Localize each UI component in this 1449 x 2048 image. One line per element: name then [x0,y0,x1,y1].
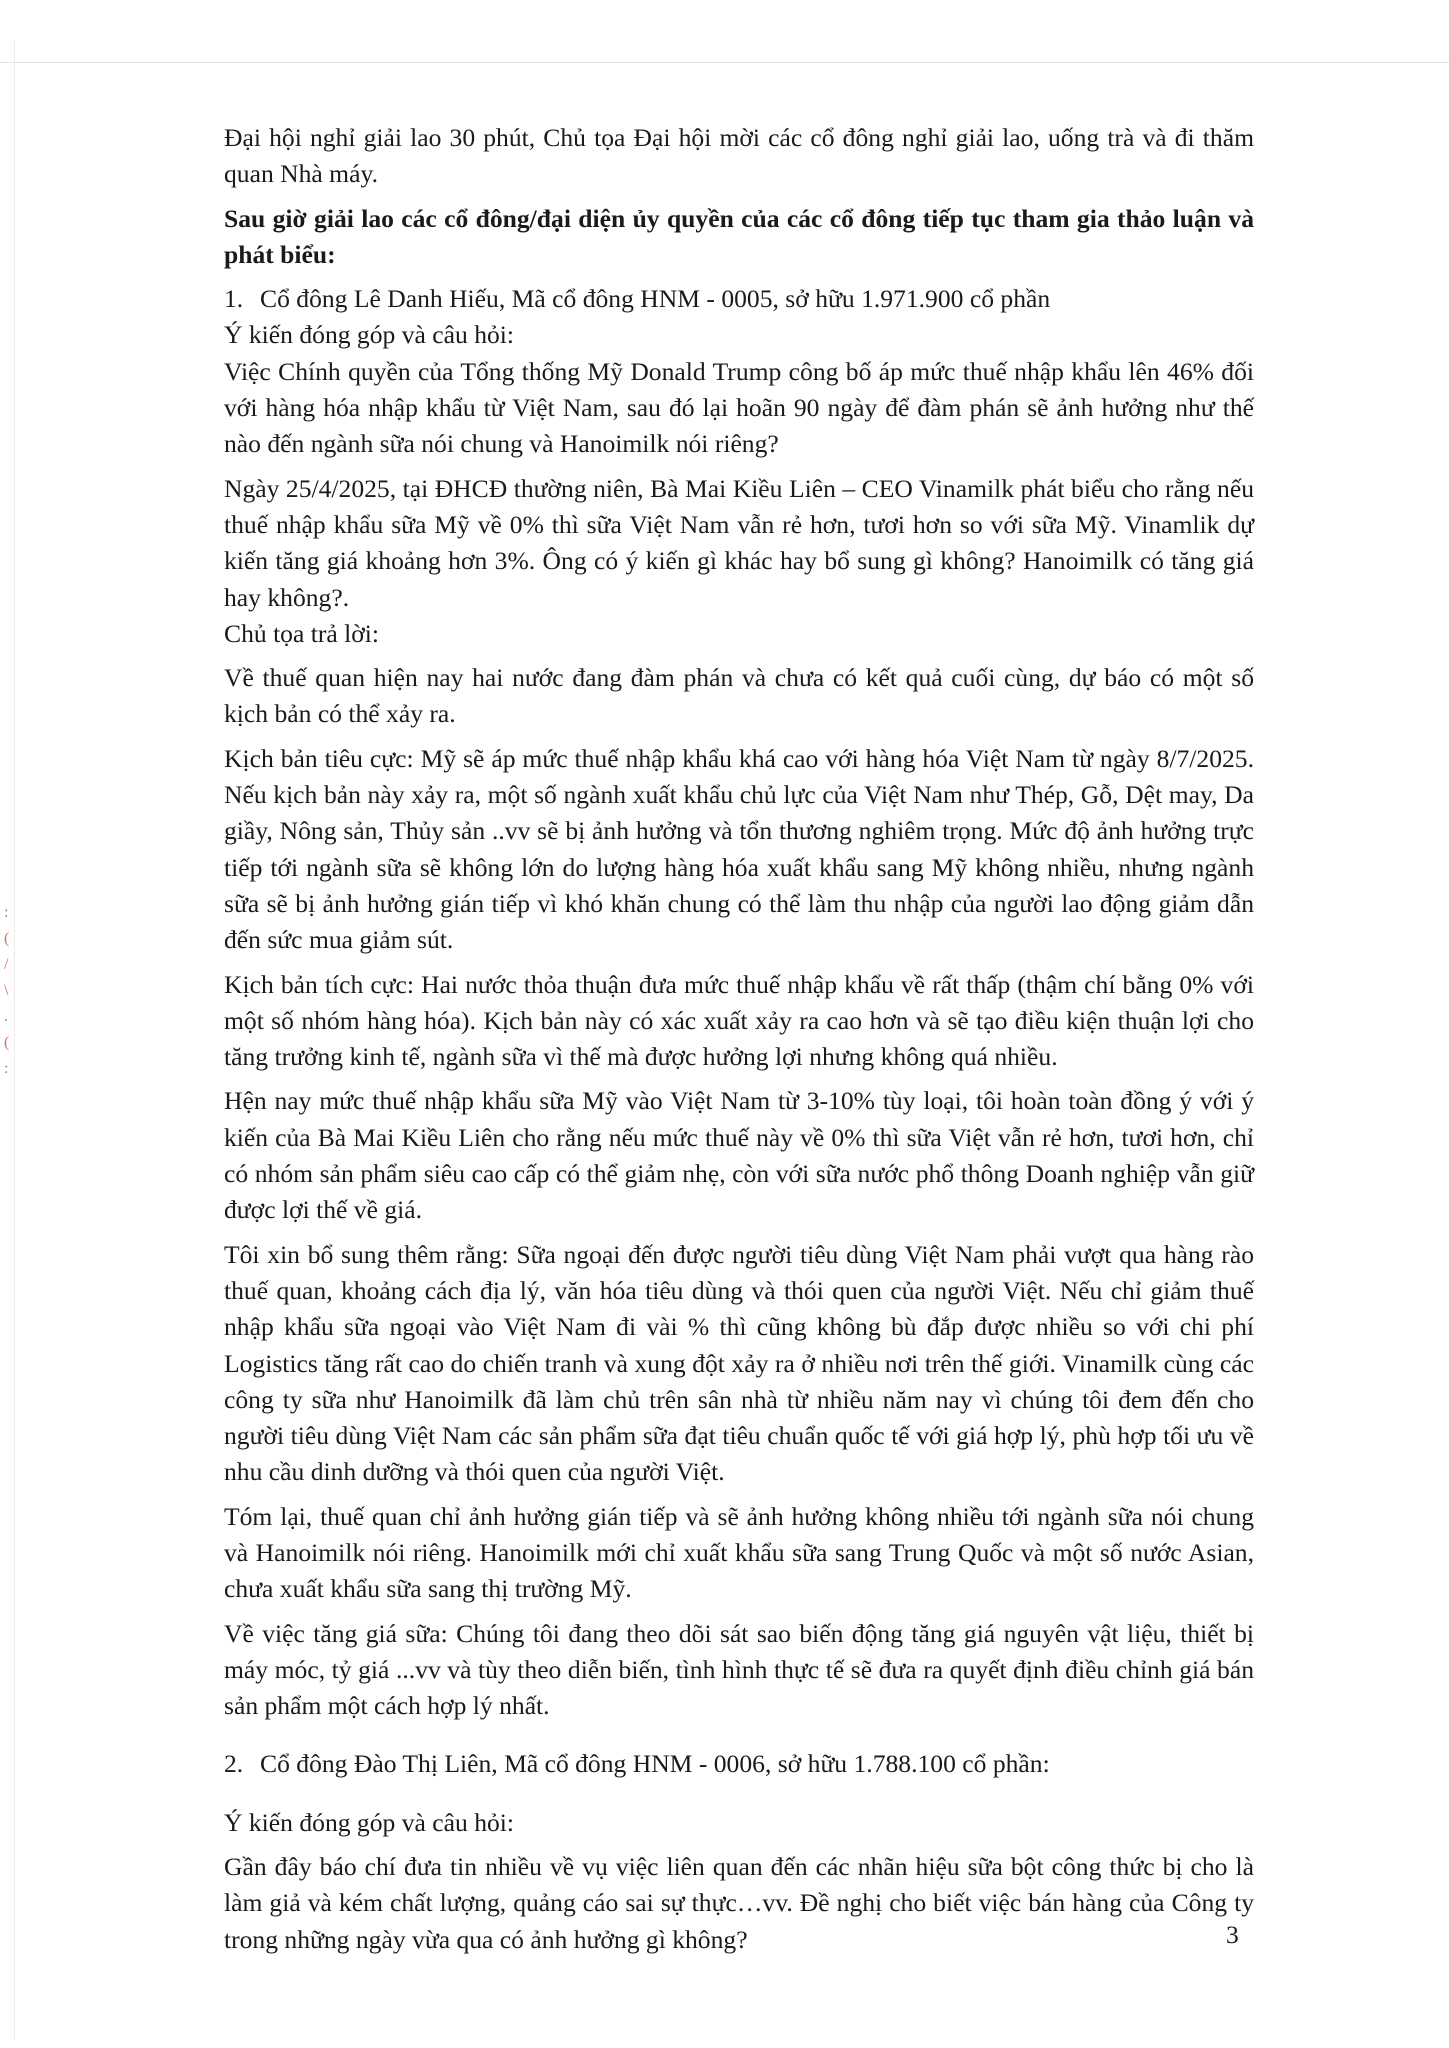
answer-tariff-overview: Về thuế quan hiện nay hai nước đang đàm phán và chưa có kết quả cuối cùng, dự báo có một số kịch bản có thể xảy ra. [224,663,1254,729]
shareholder-1-questions-label: Ý kiến đóng góp và câu hỏi: [224,320,515,350]
shareholder-1-text: Cổ đông Lê Danh Hiếu, Mã cổ đông HNM - 0005, sở hữu 1.971.900 cổ phần [260,284,1051,314]
page-number: 3 [1226,1920,1239,1949]
paragraph-break-announcement: Đại hội nghỉ giải lao 30 phút, Chủ tọa Đại hội mời các cổ đông nghỉ giải lao, uống trà và đi thăm quan Nhà máy. [224,123,1254,189]
shareholder-1-question-tariff: Việc Chính quyền của Tổng thống Mỹ Donald Trump công bố áp mức thuế nhập khẩu lên 46% đối với hàng hóa nhập khẩu từ Việt Nam, sau đó lại hoãn 90 ngày để đàm phán sẽ ảnh hưởng như thế nào đến ngành sữa nói chung và Hanoimilk nói riêng? [224,356,1254,459]
document-body [224,120,1254,1966]
shareholder-2-question-formula: Gần đây báo chí đưa tin nhiều về vụ việc liên quan đến các nhãn hiệu sữa bột công thức bị cho là làm giả và kém chất lượng, quảng cáo sai sự thực…vv. Đề nghị cho biết việc bán hàng của Công ty trong những ngày vừa qua có ảnh hưởng gì không? [224,1852,1254,1954]
answer-price-increase: Về việc tăng giá sữa: Chúng tôi đang theo dõi sát sao biến động tăng giá nguyên vật liệu, thiết bị máy móc, tỷ giá ...vv và tùy theo diễn biến, tình hình thực tế sẽ đưa ra quyết định điều chỉnh giá bán sản phẩm một cách hợp lý nhất. [224,1618,1254,1721]
chair-answer-label: Chủ tọa trả lời: [224,618,379,648]
shareholder-2-questions-label: Ý kiến đóng góp và câu hỏi: [224,1807,515,1837]
scan-edge-top [0,62,1449,63]
shareholder-1-heading [224,281,1254,317]
paragraph-discussion-heading: Sau giờ giải lao các cổ đông/đại diện ủy quyền của các cổ đông tiếp tục tham gia thảo luận và phát biểu: [224,203,1254,269]
item-number-2: 2. [224,1749,244,1779]
item-number-1: 1. [224,284,244,314]
answer-supplement: Tôi xin bổ sung thêm rằng: Sữa ngoại đến được người tiêu dùng Việt Nam phải vượt qua hàng rào thuế quan, khoảng cách địa lý, văn hóa tiêu dùng và thói quen của người Việt. Nếu chỉ giảm thuế nhập khẩu sữa ngoại vào Việt Nam đi vài % thì cũng không bù đắp được nhiều so với chi phí Logistics tăng rất cao do chiến tranh và xung đột xảy ra ở nhiều nơi trên thế giới. Vinamilk cùng các công ty sữa như Hanoimilk đã làm chủ trên sân nhà từ nhiều năm nay vì chúng tôi đem đến cho người tiêu dùng Việt Nam các sản phẩm sữa đạt tiêu chuẩn quốc tế với giá hợp lý, phù hợp tối ưu về nhu cầu dinh dưỡng và thói quen của người Việt. [224,1239,1254,1487]
answer-negative-scenario: Kịch bản tiêu cực: Mỹ sẽ áp mức thuế nhập khẩu khá cao với hàng hóa Việt Nam từ ngày 8/7/2025. Nếu kịch bản này xảy ra, một số ngành xuất khẩu chủ lực của Việt Nam như Thép, Gỗ, Dệt may, Da giầy, Nông sản, Thủy sản ..vv sẽ bị ảnh hưởng và tổn thương nghiêm trọng. Mức độ ảnh hưởng trực tiếp tới ngành sữa sẽ không lớn do lượng hàng hóa xuất khẩu sang Mỹ không nhiều, nhưng ngành sữa sẽ bị ảnh hưởng gián tiếp vì khó khăn chung có thể làm thu nhập của người lao động giảm dẫn đến sức mua giảm sút. [224,743,1254,955]
answer-positive-scenario: Kịch bản tích cực: Hai nước thỏa thuận đưa mức thuế nhập khẩu về rất thấp (thậm chí bằng 0% với một số nhóm hàng hóa). Kịch bản này có xác xuất xảy ra cao hơn và sẽ tạo điều kiện thuận lợi cho tăng trưởng kinh tế, ngành sữa vì thế mà được hưởng lợi nhưng không quá nhiều. [224,969,1254,1072]
shareholder-2-heading [224,1746,1254,1782]
shareholder-2-text: Cổ đông Đào Thị Liên, Mã cổ đông HNM - 0006, sở hữu 1.788.100 cổ phần: [260,1749,1050,1779]
margin-stamp-marks: : ( / \ . ( : [4,904,10,1077]
shareholder-1-question-price: Ngày 25/4/2025, tại ĐHCĐ thường niên, Bà Mai Kiều Liên – CEO Vinamilk phát biểu cho rằng nếu thuế nhập khẩu sữa Mỹ về 0% thì sữa Việt Nam vẫn rẻ hơn, tươi hơn so với sữa Mỹ. Vinamlik dự kiến tăng giá khoảng hơn 3%. Ông có ý kiến gì khác hay bổ sung gì không? Hanoimilk có tăng giá hay không?. [224,473,1254,612]
answer-summary: Tóm lại, thuế quan chỉ ảnh hưởng gián tiếp và sẽ ảnh hưởng không nhiều tới ngành sữa nói chung và Hanoimilk nói riêng. Hanoimilk mới chỉ xuất khẩu sữa sang Trung Quốc và một số nước Asian, chưa xuất khẩu sữa sang thị trường Mỹ. [224,1501,1254,1604]
answer-current-tariff: Hện nay mức thuế nhập khẩu sữa Mỹ vào Việt Nam từ 3-10% tùy loại, tôi hoàn toàn đồng ý với ý kiến của Bà Mai Kiều Liên cho rằng nếu mức thuế này về 0% thì sữa Việt vẫn rẻ hơn, tươi hơn, chỉ có nhóm sản phẩm siêu cao cấp có thể giảm nhẹ, còn với sữa nước phổ thông Doanh nghiệp vẫn giữ được lợi thế về giá. [224,1086,1254,1225]
